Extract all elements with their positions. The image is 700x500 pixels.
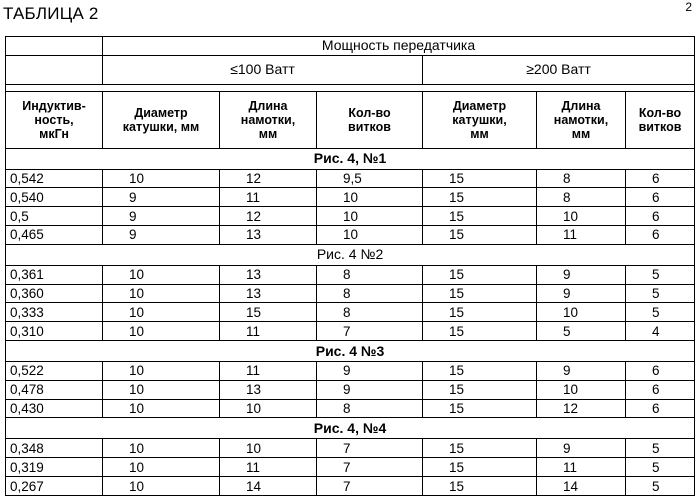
- length-high-cell: 8: [537, 169, 626, 188]
- inductance-cell: 0,267: [6, 477, 103, 496]
- diameter-high-cell: 15: [423, 226, 537, 245]
- table-row: [6, 226, 695, 245]
- turns-low-cell: 10: [317, 226, 423, 245]
- diameter-high-cell: 15: [423, 284, 537, 303]
- column-header-row: [6, 92, 695, 148]
- table-title: ТАБЛИЦА 2: [3, 4, 99, 23]
- length-low-cell: 12: [220, 169, 317, 188]
- length-low-cell: 13: [220, 226, 317, 245]
- section-label: Рис. 4 №3: [6, 341, 695, 362]
- diameter-high-cell: 15: [423, 399, 537, 418]
- diameter-low-cell: 9: [103, 188, 220, 207]
- turns-low-cell: 8: [317, 399, 423, 418]
- diameter-low-cell: 10: [103, 439, 220, 458]
- corner-mark: 2: [685, 0, 692, 14]
- section-row: [6, 148, 695, 169]
- inductance-cell: 0,319: [6, 458, 103, 477]
- length-low-cell: 11: [220, 322, 317, 341]
- diameter-low-cell: 10: [103, 399, 220, 418]
- diameter-high-cell: 15: [423, 265, 537, 284]
- length-low-cell: 15: [220, 303, 317, 322]
- diameter-low-cell: 10: [103, 380, 220, 399]
- turns-low-cell: 8: [317, 303, 423, 322]
- length-high-cell: 9: [537, 284, 626, 303]
- turns-high-cell: 6: [626, 188, 695, 207]
- length-low-cell: 14: [220, 477, 317, 496]
- diameter-high-cell: 15: [423, 303, 537, 322]
- inductance-cell: 0,465: [6, 226, 103, 245]
- diameter-low-cell: 10: [103, 284, 220, 303]
- section-label: Рис. 4, №4: [6, 418, 695, 439]
- turns-high-cell: 6: [626, 169, 695, 188]
- table-row: [6, 188, 695, 207]
- diameter-high-cell: 15: [423, 380, 537, 399]
- inductance-cell: 0,522: [6, 362, 103, 381]
- diameter-low-cell: 10: [103, 265, 220, 284]
- table-row: [6, 380, 695, 399]
- inductance-cell: 0,478: [6, 380, 103, 399]
- inductance-cell: 0,333: [6, 303, 103, 322]
- inductance-cell: 0,310: [6, 322, 103, 341]
- turns-low-cell: 8: [317, 265, 423, 284]
- turns-high-cell: 6: [626, 399, 695, 418]
- length-low-cell: 11: [220, 458, 317, 477]
- length-high-cell: 9: [537, 362, 626, 381]
- table-row: [6, 477, 695, 496]
- column-header: Кол-во витков: [626, 92, 695, 148]
- diameter-high-cell: 15: [423, 439, 537, 458]
- inductance-cell: 0,360: [6, 284, 103, 303]
- inductance-cell: 0,5: [6, 207, 103, 226]
- table-row: [6, 265, 695, 284]
- header-row-power: [6, 37, 695, 56]
- diameter-low-cell: 9: [103, 226, 220, 245]
- diameter-low-cell: 10: [103, 458, 220, 477]
- table-row: [6, 322, 695, 341]
- header-empty-cell: [6, 55, 103, 84]
- diameter-high-cell: 15: [423, 188, 537, 207]
- inductance-cell: 0,348: [6, 439, 103, 458]
- length-high-cell: 5: [537, 322, 626, 341]
- column-header: Длина намотки, мм: [537, 92, 626, 148]
- header-empty-cell: [6, 37, 103, 56]
- turns-high-cell: 5: [626, 265, 695, 284]
- diameter-low-cell: 9: [103, 207, 220, 226]
- length-high-cell: 11: [537, 458, 626, 477]
- high-power-header: ≥200 Ватт: [423, 55, 695, 84]
- power-header: Мощность передатчика: [103, 37, 695, 56]
- diameter-high-cell: 15: [423, 458, 537, 477]
- length-low-cell: 11: [220, 188, 317, 207]
- turns-low-cell: 7: [317, 477, 423, 496]
- diameter-low-cell: 10: [103, 477, 220, 496]
- length-low-cell: 13: [220, 284, 317, 303]
- length-low-cell: 12: [220, 207, 317, 226]
- diameter-high-cell: 15: [423, 362, 537, 381]
- turns-high-cell: 6: [626, 226, 695, 245]
- turns-low-cell: 9: [317, 362, 423, 381]
- length-low-cell: 10: [220, 439, 317, 458]
- turns-low-cell: 7: [317, 458, 423, 477]
- inductance-cell: 0,361: [6, 265, 103, 284]
- length-low-cell: 11: [220, 362, 317, 381]
- turns-high-cell: 4: [626, 322, 695, 341]
- column-header: Диаметр катушки, мм: [423, 92, 537, 148]
- header-row-wattage: [6, 55, 695, 84]
- turns-high-cell: 6: [626, 380, 695, 399]
- coil-parameters-table: [5, 36, 695, 496]
- column-header: Диаметр катушки, мм: [103, 92, 220, 148]
- inductance-cell: 0,540: [6, 188, 103, 207]
- inductance-cell: 0,542: [6, 169, 103, 188]
- turns-high-cell: 5: [626, 458, 695, 477]
- length-high-cell: 10: [537, 380, 626, 399]
- length-high-cell: 14: [537, 477, 626, 496]
- length-low-cell: 13: [220, 265, 317, 284]
- section-label: Рис. 4, №1: [6, 148, 695, 169]
- diameter-high-cell: 15: [423, 322, 537, 341]
- turns-high-cell: 5: [626, 439, 695, 458]
- table-row: [6, 303, 695, 322]
- diameter-high-cell: 15: [423, 169, 537, 188]
- table-row: [6, 458, 695, 477]
- section-label: Рис. 4 №2: [6, 244, 695, 265]
- table-row: [6, 362, 695, 381]
- length-high-cell: 8: [537, 188, 626, 207]
- diameter-low-cell: 10: [103, 169, 220, 188]
- turns-low-cell: 7: [317, 439, 423, 458]
- turns-high-cell: 6: [626, 362, 695, 381]
- table-row: [6, 207, 695, 226]
- turns-low-cell: 8: [317, 284, 423, 303]
- header-spacer-row: [6, 84, 695, 92]
- turns-high-cell: 5: [626, 303, 695, 322]
- table-row: [6, 169, 695, 188]
- turns-high-cell: 5: [626, 284, 695, 303]
- low-power-header: ≤100 Ватт: [103, 55, 423, 84]
- section-row: [6, 244, 695, 265]
- section-row: [6, 418, 695, 439]
- turns-low-cell: 10: [317, 207, 423, 226]
- column-header: Длина намотки, мм: [220, 92, 317, 148]
- turns-high-cell: 6: [626, 207, 695, 226]
- section-row: [6, 341, 695, 362]
- table-row: [6, 399, 695, 418]
- length-high-cell: 12: [537, 399, 626, 418]
- length-high-cell: 10: [537, 207, 626, 226]
- length-high-cell: 9: [537, 265, 626, 284]
- diameter-high-cell: 15: [423, 477, 537, 496]
- spacer-cell: [6, 84, 695, 92]
- turns-high-cell: 5: [626, 477, 695, 496]
- turns-low-cell: 9,5: [317, 169, 423, 188]
- diameter-low-cell: 10: [103, 303, 220, 322]
- column-header: Индуктив- ность, мкГн: [6, 92, 103, 148]
- length-high-cell: 10: [537, 303, 626, 322]
- table-row: [6, 284, 695, 303]
- length-high-cell: 11: [537, 226, 626, 245]
- turns-low-cell: 7: [317, 322, 423, 341]
- turns-low-cell: 10: [317, 188, 423, 207]
- diameter-low-cell: 10: [103, 322, 220, 341]
- inductance-cell: 0,430: [6, 399, 103, 418]
- length-low-cell: 13: [220, 380, 317, 399]
- length-high-cell: 9: [537, 439, 626, 458]
- diameter-high-cell: 15: [423, 207, 537, 226]
- turns-low-cell: 9: [317, 380, 423, 399]
- length-low-cell: 10: [220, 399, 317, 418]
- diameter-low-cell: 10: [103, 362, 220, 381]
- column-header: Кол-во витков: [317, 92, 423, 148]
- table-row: [6, 439, 695, 458]
